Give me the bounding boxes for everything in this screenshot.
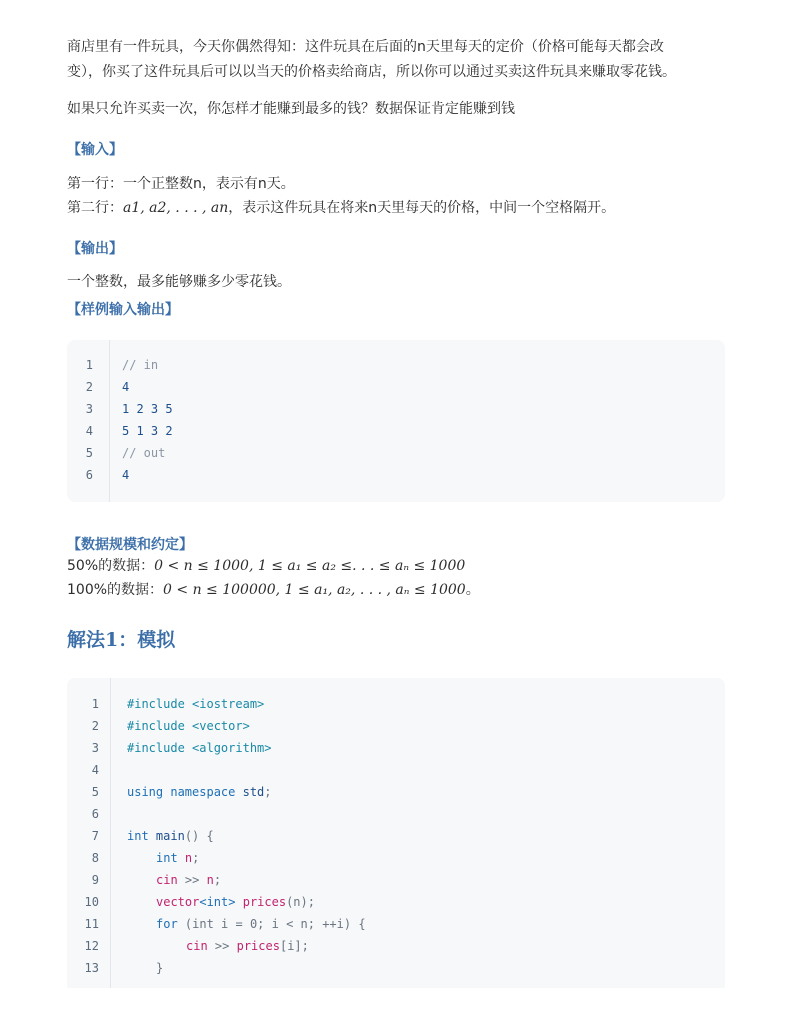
- intro-line-1: 商店里有一件玩具，今天你偶然得知：这件玩具在后面的n天里每天的定价（价格可能每天都会改: [67, 39, 664, 55]
- constraints-line-2: [67, 578, 480, 603]
- sample-code-block[interactable]: [67, 340, 725, 502]
- code-line: 12 cin >> prices[i];: [84, 939, 309, 953]
- code-line: 8 int n;: [91, 851, 200, 865]
- code-line: 3 #include <algorithm>: [91, 741, 272, 755]
- input-line-2-suffix: ，表示这件玩具在将来n天里每天的价格，中间一个空格隔开。: [228, 200, 616, 216]
- code-line: 5 // out: [85, 446, 166, 460]
- code-line: 9 cin >> n;: [91, 873, 222, 887]
- code-line: 3 1 2 3 5: [85, 402, 173, 416]
- code-line: 2 4: [85, 380, 130, 394]
- input-line-2-math: a1, a2, . . . , an: [123, 200, 229, 216]
- intro-line-3: 如果只允许买卖一次，你怎样才能赚到最多的钱？数据保证肯定能赚到钱: [67, 101, 515, 117]
- code-line: 10 vector<int> prices(n);: [84, 895, 315, 909]
- solution-code-block[interactable]: [67, 678, 725, 988]
- input-heading: 【输入】: [67, 142, 123, 158]
- code-line: 5 using namespace std;: [91, 785, 272, 799]
- constraints-line-2-suffix: 。: [465, 582, 480, 598]
- code-line: 1 // in: [85, 358, 159, 372]
- code-line: 6: [91, 807, 99, 821]
- constraints-line-2-prefix: 100%的数据：: [67, 582, 164, 598]
- input-line-1: 第一行：一个正整数n，表示有n天。: [67, 176, 295, 192]
- input-line-2: [67, 196, 615, 221]
- solution-heading: 解法1：模拟: [67, 629, 176, 651]
- sample-heading: 【样例输入输出】: [67, 302, 179, 318]
- code-line: 4: [91, 763, 99, 777]
- code-line: 7 int main() {: [91, 829, 214, 843]
- constraints-heading: 【数据规模和约定】: [67, 537, 193, 553]
- output-line-1: 一个整数，最多能够赚多少零花钱。: [67, 274, 291, 290]
- constraints-line-1-math: 0 < n ≤ 1000, 1 ≤ a₁ ≤ a₂ ≤. . . ≤ aₙ ≤ 1000: [154, 558, 466, 574]
- code-line: 6 4: [85, 468, 130, 482]
- output-heading: 【输出】: [67, 241, 123, 257]
- constraints-line-2-math: 0 < n ≤ 100000, 1 ≤ a₁, a₂, . . . , aₙ ≤ 1000: [163, 582, 466, 598]
- code-line: 2 #include <vector>: [91, 719, 250, 733]
- code-line: 13 }: [84, 961, 164, 975]
- constraints-line-1-prefix: 50%的数据：: [67, 558, 155, 574]
- intro-line-2: 变），你买了这件玩具后可以以当天的价格卖给商店，所以你可以通过买卖这件玩具来赚取零花钱。: [67, 64, 676, 80]
- code-line: 11 for (int i = 0; i < n; ++i) {: [84, 917, 366, 931]
- input-line-2-prefix: 第二行：: [67, 200, 123, 216]
- code-line: 4 5 1 3 2: [85, 424, 173, 438]
- constraints-line-1: [67, 554, 465, 579]
- code-line: 1 #include <iostream>: [91, 697, 265, 711]
